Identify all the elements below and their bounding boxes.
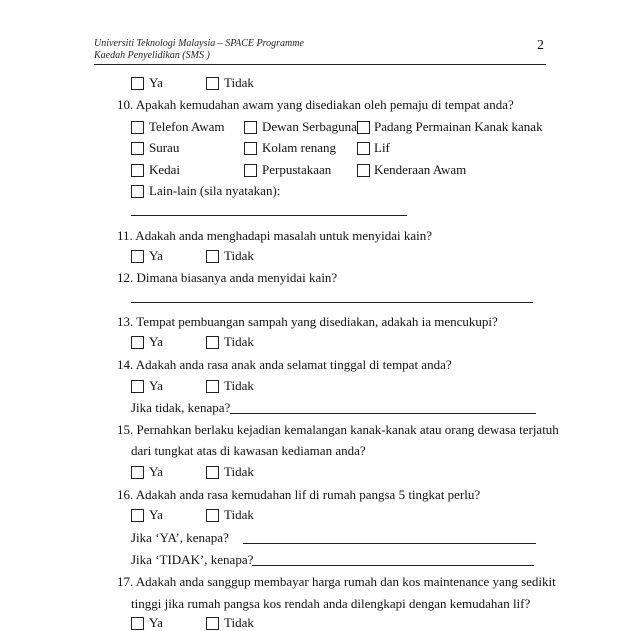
- answer-line-q16-ya[interactable]: [243, 543, 536, 544]
- label-kolam-renang: Kolam renang: [262, 140, 337, 155]
- label-q14-tidak: Tidak: [224, 378, 254, 393]
- label-kedai: Kedai: [149, 162, 181, 177]
- question-13: 13. Tempat pembuangan sampah yang disediakan, adakah ia mencukupi?: [117, 314, 498, 329]
- answer-line-q12[interactable]: [131, 302, 533, 303]
- label-lif: Lif: [374, 140, 390, 155]
- page-number: 2: [537, 38, 544, 53]
- label-lain-lain: Lain-lain (sila nyatakan):: [149, 183, 281, 198]
- checkbox-q13-ya[interactable]: [131, 336, 144, 349]
- answer-line-q16-tidak[interactable]: [252, 565, 534, 566]
- answer-line-lain-lain[interactable]: [131, 215, 407, 216]
- checkbox-q15-ya[interactable]: [131, 466, 144, 479]
- label-perpustakaan: Perpustakaan: [262, 162, 332, 177]
- label-q15-ya: Ya: [149, 464, 163, 479]
- checkbox-q11-tidak[interactable]: [206, 250, 219, 263]
- q16-followup-ya-label: Jika ‘YA’, kenapa?: [131, 530, 229, 545]
- question-11: 11. Adakah anda menghadapi masalah untuk menyidai kain?: [117, 228, 433, 243]
- checkbox-q14-tidak[interactable]: [206, 380, 219, 393]
- label-telefon-awam: Telefon Awam: [149, 119, 225, 134]
- checkbox-padang-permainan[interactable]: [357, 121, 370, 134]
- checkbox-q13-tidak[interactable]: [206, 336, 219, 349]
- label-q17-tidak: Tidak: [224, 615, 254, 630]
- label-q11-ya: Ya: [149, 248, 163, 263]
- label-q15-tidak: Tidak: [224, 464, 254, 479]
- checkbox-q16-ya[interactable]: [131, 509, 144, 522]
- question-16: 16. Adakah anda rasa kemudahan lif di rumah pangsa 5 tingkat perlu?: [117, 487, 481, 502]
- checkbox-kenderaan-awam[interactable]: [357, 164, 370, 177]
- label-q17-ya: Ya: [149, 615, 163, 630]
- checkbox-q9-ya[interactable]: [131, 77, 144, 90]
- checkbox-q17-ya[interactable]: [131, 617, 144, 630]
- checkbox-q17-tidak[interactable]: [206, 617, 219, 630]
- question-10: 10. Apakah kemudahan awam yang disediakan oleh pemaju di tempat anda?: [117, 97, 514, 112]
- header-university: Universiti Teknologi Malaysia – SPACE Programme: [94, 38, 304, 49]
- label-q9-ya: Ya: [149, 75, 163, 90]
- q14-followup-label: Jika tidak, kenapa?: [131, 400, 231, 415]
- checkbox-q16-tidak[interactable]: [206, 509, 219, 522]
- question-15-line2: dari tungkat atas di kawasan kediaman anda?: [131, 443, 366, 458]
- label-q14-ya: Ya: [149, 378, 163, 393]
- label-padang-permainan: Padang Permainan Kanak kanak: [374, 119, 543, 134]
- question-15-line1: 15. Pernahkan berlaku kejadian kemalangan kanak-kanak atau orang dewasa terjatuh: [117, 422, 559, 437]
- checkbox-dewan-serbaguna[interactable]: [244, 121, 257, 134]
- checkbox-lif[interactable]: [357, 142, 370, 155]
- page-header: [94, 38, 546, 65]
- checkbox-q9-tidak[interactable]: [206, 77, 219, 90]
- label-q9-tidak: Tidak: [224, 75, 254, 90]
- label-surau: Surau: [149, 140, 180, 155]
- label-dewan-serbaguna: Dewan Serbaguna: [262, 119, 357, 134]
- label-q16-ya: Ya: [149, 507, 163, 522]
- label-q13-tidak: Tidak: [224, 334, 254, 349]
- label-kenderaan-awam: Kenderaan Awam: [374, 162, 467, 177]
- checkbox-q14-ya[interactable]: [131, 380, 144, 393]
- label-q11-tidak: Tidak: [224, 248, 254, 263]
- checkbox-q11-ya[interactable]: [131, 250, 144, 263]
- header-course: Kaedah Penyelidikan (SMS ): [94, 50, 210, 61]
- answer-line-q14[interactable]: [230, 413, 536, 414]
- q16-followup-tidak-label: Jika ‘TIDAK’, kenapa?: [131, 552, 254, 567]
- checkbox-perpustakaan[interactable]: [244, 164, 257, 177]
- checkbox-surau[interactable]: [131, 142, 144, 155]
- label-q16-tidak: Tidak: [224, 507, 254, 522]
- checkbox-kedai[interactable]: [131, 164, 144, 177]
- checkbox-telefon-awam[interactable]: [131, 121, 144, 134]
- label-q13-ya: Ya: [149, 334, 163, 349]
- checkbox-kolam-renang[interactable]: [244, 142, 257, 155]
- question-12: 12. Dimana biasanya anda menyidai kain?: [117, 270, 338, 285]
- checkbox-lain-lain[interactable]: [131, 185, 144, 198]
- question-14: 14. Adakah anda rasa anak anda selamat tinggal di tempat anda?: [117, 357, 452, 372]
- question-17-line1: 17. Adakah anda sanggup membayar harga rumah dan kos maintenance yang sedikit: [117, 574, 556, 589]
- question-17-line2: tinggi jika rumah pangsa kos rendah anda dilengkapi dengan kemudahan lif?: [131, 596, 531, 611]
- checkbox-q15-tidak[interactable]: [206, 466, 219, 479]
